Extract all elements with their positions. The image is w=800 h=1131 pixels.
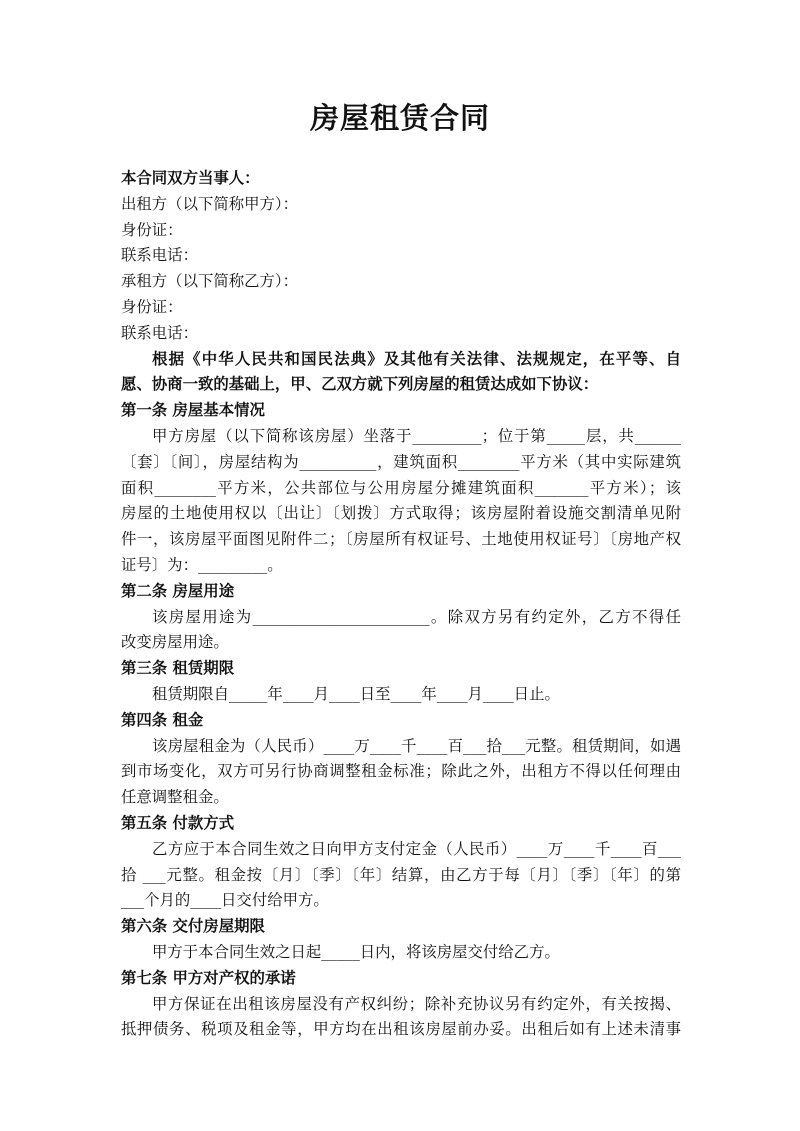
contract-text-line: 承租方（以下简称乙方）：	[121, 272, 298, 291]
contract-text-line: 联系电话：	[121, 323, 198, 342]
contract-text-line: 甲方于本合同生效之日起_____日内，将该房屋交付给乙方。	[152, 942, 560, 961]
contract-heading-line: 第一条 房屋基本情况	[121, 401, 265, 420]
contract-text-line: 任意调整租金。	[121, 788, 229, 807]
contract-heading-line: 本合同双方当事人：	[121, 169, 260, 187]
contract-heading-line: 第五条 付款方式	[121, 813, 235, 832]
contract-heading-line: 第四条 租金	[121, 710, 204, 729]
contract-text-line: 出租方（以下简称甲方）：	[121, 194, 298, 213]
contract-body	[121, 166, 681, 1043]
contract-text-line: 身份证：	[121, 297, 183, 316]
contract-text-line: 该房屋租金为（人民币）____万____千____百___拾___元整。租赁期间，如遇	[152, 736, 681, 755]
contract-text-line: 证号〕为：_________。	[121, 555, 283, 574]
contract-text-line: 租赁期限自_____年____月____日至____年____月____日止。	[152, 684, 560, 703]
contract-text-line: 身份证：	[121, 220, 183, 239]
contract-text-line: 抵押债务、税项及租金等，甲方均在出租该房屋前办妥。出租后如有上述未清事	[121, 1020, 681, 1039]
contract-heading-line: 第二条 房屋用途	[121, 581, 235, 600]
contract-text-line: 面积________平方米，公共部位与公用房屋分摊建筑面积_______平方米）；该	[121, 478, 681, 497]
contract-text-line: ___个月的____日交付给甲方。	[121, 891, 329, 910]
contract-text-line: 该房屋用途为_______________________。除双方另有约定外，乙方不得任	[152, 607, 681, 626]
contract-text-line: 〔套〕〔间〕，房屋结构为__________，建筑面积________平方米（其中实际建筑	[121, 452, 681, 471]
contract-heading-line: 愿、协商一致的基础上，甲、乙双方就下列房屋的租赁达成如下协议：	[121, 375, 599, 394]
contract-text-line: 甲方保证在出租该房屋没有产权纠纷；除补充协议另有约定外，有关按揭、	[152, 994, 681, 1013]
contract-text-line: 联系电话：	[121, 246, 198, 265]
contract-heading-line: 第三条 租赁期限	[121, 659, 235, 678]
contract-text-line: 改变房屋用途。	[121, 633, 229, 652]
contract-heading-line: 第七条 甲方对产权的承诺	[121, 968, 296, 987]
contract-text-line: 拾 ___元整。租金按〔月〕〔季〕〔年〕结算，由乙方于每〔月〕〔季〕〔年〕的第	[121, 865, 681, 884]
contract-text-line: 甲方房屋（以下简称该房屋）坐落于_________；位于第_____层，共______	[152, 426, 681, 445]
contract-text-line: 件一，该房屋平面图见附件二；〔房屋所有权证号、土地使用权证号〕〔房地产权	[121, 530, 681, 549]
contract-text-line: 房屋的土地使用权以〔出让〕〔划拨〕方式取得；该房屋附着设施交割清单见附	[121, 504, 681, 523]
contract-text-line: 乙方应于本合同生效之日向甲方支付定金（人民币）____万____千____百___	[152, 839, 681, 858]
contract-heading-line: 根据《中华人民共和国民法典》及其他有关法律、法规规定，在平等、自	[152, 349, 681, 368]
contract-heading-line: 第六条 交付房屋期限	[121, 917, 265, 936]
document-title: 房屋租赁合同	[309, 101, 490, 135]
contract-text-line: 到市场变化，双方可另行协商调整租金标准；除此之外，出租方不得以任何理由	[121, 762, 681, 781]
